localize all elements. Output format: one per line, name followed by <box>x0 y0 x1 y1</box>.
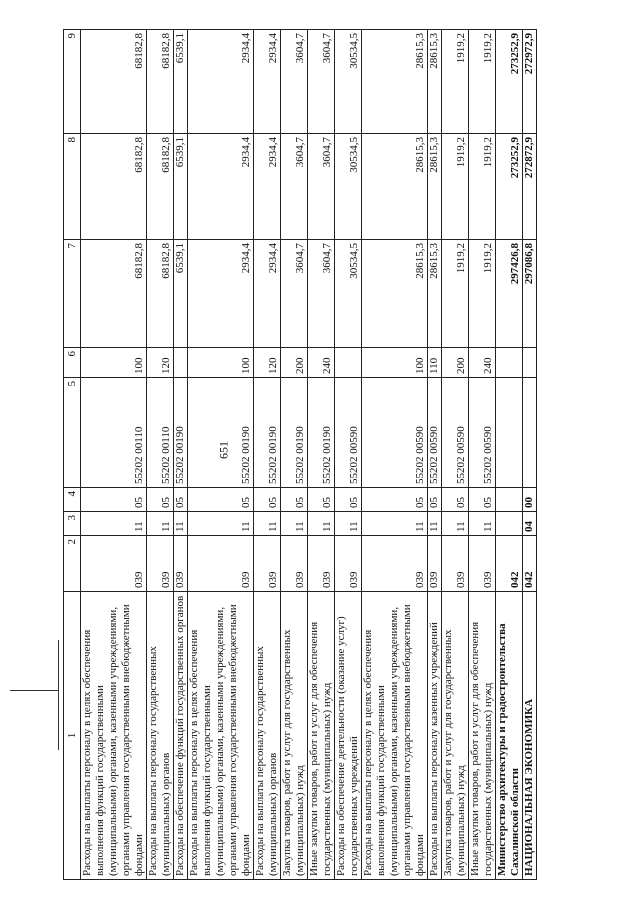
row-section: 11 <box>335 512 362 536</box>
row-amount-col7: 30534,5 <box>335 240 362 348</box>
row-section: 11 <box>81 512 147 536</box>
table-row <box>254 30 281 880</box>
row-description: Расходы на выплаты персоналу в целях обеспечения выполнения функций государственными (муниципальными) органами, казенными учреждениями, органами управления государственными внебюджетными фондами <box>188 592 254 880</box>
row-amount-col8: 3604,7 <box>281 134 308 240</box>
header-row <box>64 30 81 880</box>
row-amount-col7: 297426,8 <box>496 240 523 348</box>
table-row <box>442 30 469 880</box>
row-subsection <box>496 488 523 512</box>
row-expense-type: 240 <box>469 348 496 378</box>
row-target-article: 55202 00190 <box>308 378 335 488</box>
row-description: Расходы на выплаты персоналу в целях обеспечения выполнения функций государственными (муниципальными) органами, казенными учреждениями, органами управления государственными внебюджетными фондами <box>362 592 428 880</box>
row-amount-col7: 6539,1 <box>174 240 188 348</box>
row-description: Расходы на выплаты персоналу казенных учреждений <box>428 592 442 880</box>
table-row <box>174 30 188 880</box>
table-row <box>362 30 428 880</box>
row-amount-col8: 68182,8 <box>81 134 147 240</box>
column-header: 9 <box>64 30 81 134</box>
table-row <box>335 30 362 880</box>
row-target-article: 55202 00190 <box>174 378 188 488</box>
row-amount-col7: 68182,8 <box>147 240 174 348</box>
row-subsection: 05 <box>188 488 254 512</box>
row-amount-col9: 273252,9 <box>496 30 523 134</box>
row-target-article: 55202 00590 <box>335 378 362 488</box>
row-expense-type <box>335 348 362 378</box>
row-description: Расходы на обеспечение деятельности (оказание услуг) государственных учреждений <box>335 592 362 880</box>
row-ministry-code: 039 <box>428 536 442 592</box>
row-subsection: 05 <box>281 488 308 512</box>
row-amount-col9: 2934,4 <box>188 30 254 134</box>
row-expense-type <box>523 348 537 378</box>
table-row <box>308 30 335 880</box>
row-target-article: 55202 00110 <box>147 378 174 488</box>
table-row <box>281 30 308 880</box>
row-subsection: 05 <box>254 488 281 512</box>
row-description: НАЦИОНАЛЬНАЯ ЭКОНОМИКА <box>523 592 537 880</box>
row-ministry-code: 039 <box>188 536 254 592</box>
row-expense-type: 120 <box>254 348 281 378</box>
row-section: 11 <box>174 512 188 536</box>
column-header: 4 <box>64 488 81 512</box>
row-subsection: 05 <box>362 488 428 512</box>
row-description: Закупка товаров, работ и услуг для государственных (муниципальных) нужд <box>281 592 308 880</box>
row-amount-col9: 28615,3 <box>428 30 442 134</box>
row-amount-col9: 272972,9 <box>523 30 537 134</box>
row-amount-col7: 3604,7 <box>281 240 308 348</box>
row-section: 11 <box>254 512 281 536</box>
row-description: Министерство архитектуры и градостроительства Сахалинской области <box>496 592 523 880</box>
row-ministry-code: 039 <box>281 536 308 592</box>
row-subsection: 05 <box>147 488 174 512</box>
row-amount-col9: 1919,2 <box>469 30 496 134</box>
row-target-article: 55202 00590 <box>428 378 442 488</box>
row-amount-col8: 273252,9 <box>496 134 523 240</box>
row-amount-col8: 272872,9 <box>523 134 537 240</box>
row-amount-col9: 6539,1 <box>174 30 188 134</box>
row-amount-col9: 68182,8 <box>147 30 174 134</box>
row-ministry-code: 042 <box>523 536 537 592</box>
row-ministry-code: 039 <box>308 536 335 592</box>
table-row <box>428 30 442 880</box>
row-amount-col8: 28615,3 <box>428 134 442 240</box>
table-row <box>496 30 523 880</box>
column-header: 7 <box>64 240 81 348</box>
row-amount-col8: 1919,2 <box>442 134 469 240</box>
row-expense-type: 100 <box>362 348 428 378</box>
column-header: 5 <box>64 378 81 488</box>
row-description: Расходы на выплаты персоналу в целях обеспечения выполнения функций государственными (муниципальными) органами, казенными учреждениями, органами управления государственными внебюджетными фондами <box>81 592 147 880</box>
row-description: Закупка товаров, работ и услуг для государственных (муниципальных) нужд <box>442 592 469 880</box>
row-subsection: 05 <box>335 488 362 512</box>
row-target-article: 55202 00590 <box>442 378 469 488</box>
row-section: 11 <box>188 512 254 536</box>
row-section: 11 <box>469 512 496 536</box>
row-amount-col9: 2934,4 <box>254 30 281 134</box>
row-amount-col8: 28615,3 <box>362 134 428 240</box>
row-ministry-code: 039 <box>469 536 496 592</box>
row-ministry-code: 039 <box>147 536 174 592</box>
row-section: 11 <box>362 512 428 536</box>
row-expense-type: 100 <box>81 348 147 378</box>
row-amount-col9: 3604,7 <box>308 30 335 134</box>
page-number: 651 <box>216 441 231 459</box>
table-body <box>81 30 537 880</box>
row-section <box>496 512 523 536</box>
row-subsection: 05 <box>308 488 335 512</box>
row-ministry-code: 039 <box>254 536 281 592</box>
row-amount-col7: 28615,3 <box>362 240 428 348</box>
row-subsection: 05 <box>174 488 188 512</box>
row-subsection: 05 <box>428 488 442 512</box>
row-subsection: 05 <box>469 488 496 512</box>
row-amount-col7: 1919,2 <box>469 240 496 348</box>
row-section: 11 <box>281 512 308 536</box>
row-target-article: 55202 00190 <box>188 378 254 488</box>
row-description: Расходы на выплаты персоналу государственных (муниципальных) органов <box>254 592 281 880</box>
row-subsection: 00 <box>523 488 537 512</box>
row-ministry-code: 039 <box>442 536 469 592</box>
column-header: 8 <box>64 134 81 240</box>
row-amount-col7: 2934,4 <box>254 240 281 348</box>
row-amount-col8: 30534,5 <box>335 134 362 240</box>
table-row <box>81 30 147 880</box>
row-ministry-code: 042 <box>496 536 523 592</box>
row-target-article: 55202 00590 <box>469 378 496 488</box>
table-row <box>469 30 496 880</box>
row-target-article <box>523 378 537 488</box>
scan-mark <box>58 640 59 750</box>
row-expense-type <box>496 348 523 378</box>
row-ministry-code: 039 <box>81 536 147 592</box>
row-section: 11 <box>442 512 469 536</box>
row-target-article <box>496 378 523 488</box>
row-amount-col8: 6539,1 <box>174 134 188 240</box>
row-expense-type: 110 <box>428 348 442 378</box>
row-amount-col7: 3604,7 <box>308 240 335 348</box>
row-amount-col7: 297086,8 <box>523 240 537 348</box>
row-description: Расходы на выплаты персоналу государственных (муниципальных) органов <box>147 592 174 880</box>
row-expense-type: 120 <box>147 348 174 378</box>
row-amount-col9: 30534,5 <box>335 30 362 134</box>
row-section: 11 <box>147 512 174 536</box>
row-expense-type: 200 <box>442 348 469 378</box>
row-target-article: 55202 00110 <box>81 378 147 488</box>
table-row <box>523 30 537 880</box>
row-section: 11 <box>308 512 335 536</box>
row-target-article: 55202 00190 <box>254 378 281 488</box>
row-description: Иные закупки товаров, работ и услуг для обеспечения государственных (муниципальных) нужд <box>308 592 335 880</box>
rotated-page <box>63 30 613 880</box>
column-header: 6 <box>64 348 81 378</box>
row-amount-col8: 2934,4 <box>188 134 254 240</box>
row-amount-col9: 68182,8 <box>81 30 147 134</box>
row-expense-type: 240 <box>308 348 335 378</box>
table-row <box>188 30 254 880</box>
column-header: 3 <box>64 512 81 536</box>
row-ministry-code: 039 <box>174 536 188 592</box>
row-amount-col7: 1919,2 <box>442 240 469 348</box>
row-amount-col8: 68182,8 <box>147 134 174 240</box>
row-target-article: 55202 00190 <box>281 378 308 488</box>
row-expense-type: 200 <box>281 348 308 378</box>
scan-mark <box>10 690 58 691</box>
row-amount-col7: 28615,3 <box>428 240 442 348</box>
column-header: 1 <box>64 592 81 880</box>
row-amount-col7: 2934,4 <box>188 240 254 348</box>
row-amount-col8: 3604,7 <box>308 134 335 240</box>
row-amount-col8: 2934,4 <box>254 134 281 240</box>
row-target-article: 55202 00590 <box>362 378 428 488</box>
table-row <box>147 30 174 880</box>
row-description: Расходы на обеспечение функций государственных органов <box>174 592 188 880</box>
row-expense-type <box>174 348 188 378</box>
row-amount-col7: 68182,8 <box>81 240 147 348</box>
row-amount-col8: 1919,2 <box>469 134 496 240</box>
budget-table <box>63 29 537 880</box>
row-expense-type: 100 <box>188 348 254 378</box>
column-header: 2 <box>64 536 81 592</box>
row-amount-col9: 1919,2 <box>442 30 469 134</box>
row-description: Иные закупки товаров, работ и услуг для обеспечения государственных (муниципальных) нужд <box>469 592 496 880</box>
row-subsection: 05 <box>442 488 469 512</box>
row-amount-col9: 28615,3 <box>362 30 428 134</box>
row-ministry-code: 039 <box>335 536 362 592</box>
row-section: 04 <box>523 512 537 536</box>
row-amount-col9: 3604,7 <box>281 30 308 134</box>
row-section: 11 <box>428 512 442 536</box>
row-subsection: 05 <box>81 488 147 512</box>
row-ministry-code: 039 <box>362 536 428 592</box>
